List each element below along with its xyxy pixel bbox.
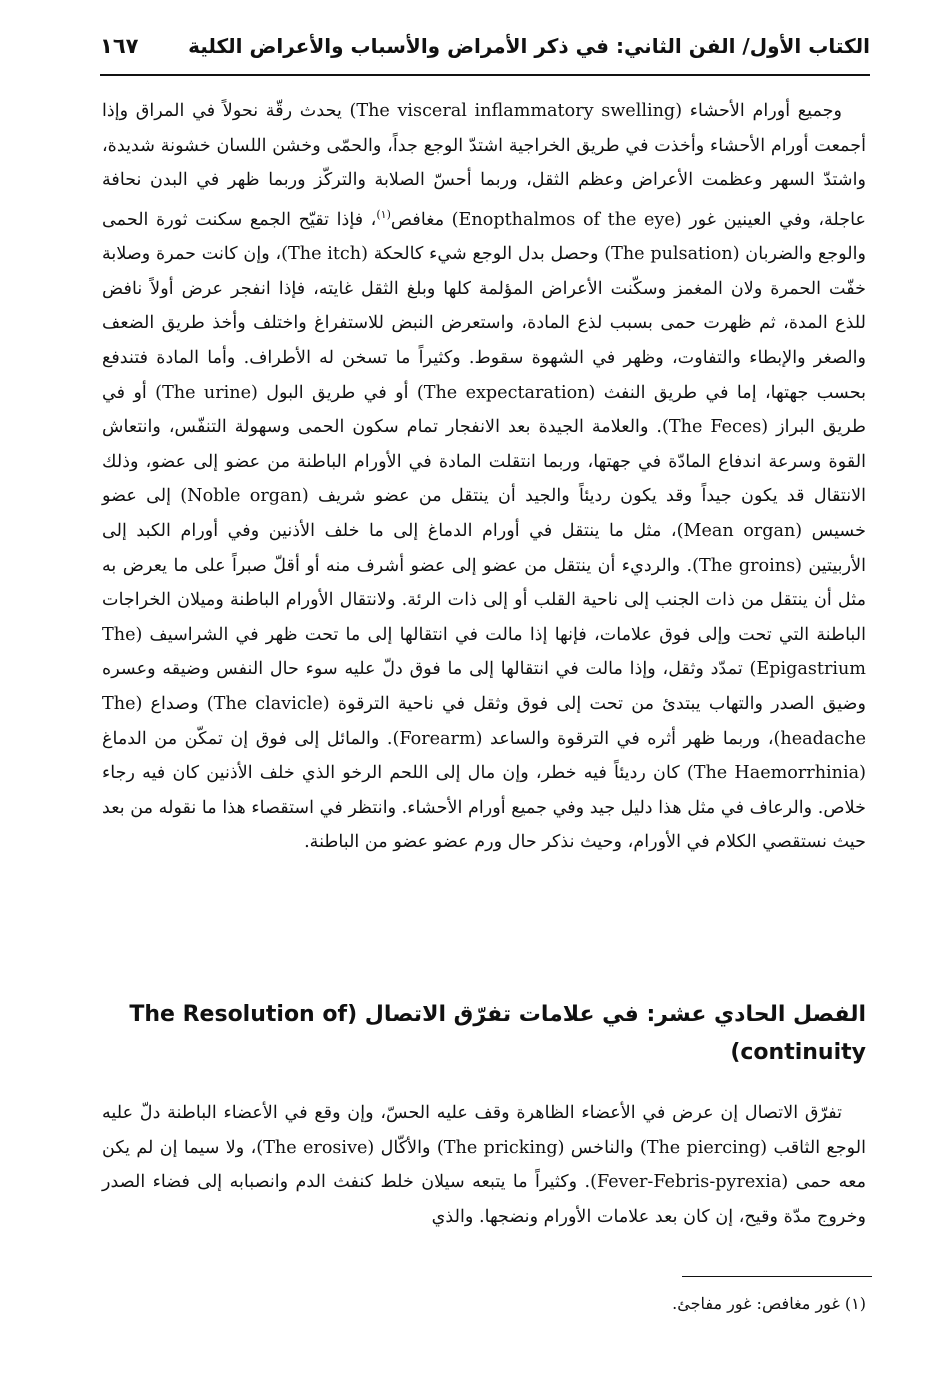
header-title: الكتاب الأول/ الفن الثاني: في ذكر الأمراض والأسباب والأعراض الكلية (188, 34, 870, 58)
paragraph-part-1: وجميع أورام الأحشاء (The visceral inflammatory swelling) يحدث رقّة نحولاً في المراق وإذا أجمعت أورام الأحشاء وأخذت في طريق الخراجية اشتدّ الوجع جداً، والحمّى وخشن اللسان خشونة شديدة، واشتدّ السهر وعظمت الأعراض وعظم الثقل، وربما أحسّ الصلابة والتركّز وربما ظهر في البدن نحافة عاجلة، وفي العينين غور (Enopthalmos of the eye) مغافص (102, 101, 866, 230)
footnote-marker: (١) (844, 1294, 866, 1313)
footnote-reference: (١) (376, 207, 391, 221)
header-divider (100, 74, 870, 76)
running-header (100, 30, 870, 70)
paragraph-visceral-swellings (102, 94, 866, 860)
footnote-text: غور مغافص: غور مفاجئ. (672, 1294, 840, 1313)
section-heading: الفصل الحادي عشر: في علامات تفرّق الاتصال (The Resolution of continuity) (129, 1002, 866, 1065)
main-text (102, 94, 866, 860)
footnote (300, 1290, 866, 1318)
page-number: ١٦٧ (100, 34, 139, 58)
paragraph-part-2: ، فإذا تقيّح الجمع سكنت ثورة الحمى والوجع والضربان (The pulsation) وحصل بدل الوجع شيء كالحكة (The itch)، وإن كانت حمرة وصلابة خفّت الحمرة ولان المغمز وسكّنت الأعراض المؤلمة كلها وبلغ الثقل غايته، فإذا انفجر عرض أولاً نافض للذع المدة، ثم ظهرت حمى بسبب لذع المادة، واستعرض النبض للاستفراغ واختلف وأخذ طريق الضعف والصغر والإبطاء والتفاوت، وظهر في الشهوة سقوط. وكثيراً ما تسخن له الأطراف. وأما المادة فتندفع بحسب جهتها، إما في طريق النفث (The expectaration) أو في طريق البول (The urine) أو في طريق البراز (The Feces). والعلامة الجيدة بعد الانفجار تمام سكون الحمى وسهولة التنفّس، وانتعاش القوة وسرعة اندفاع المادّة في جهتها، وربما انتقلت المادة في الأورام الباطنة من عضو إلى عضو، وذلك الانتقال قد يكون جيداً وقد يكون رديئاً والجيد أن ينتقل من عضو شريف (Noble organ) إلى عضو خسيس (Mean organ)، مثل ما ينتقل في أورام الدماغ إلى ما خلف الأذنين وفي أورام الكبد إلى الأربيتين (The groins). والرديء أن ينتقل من عضو إلى عضو أشرف منه أو أقلّ صبراً على ما يعرض به مثل أن ينتقل من ذات الجنب إلى ناحية القلب أو إلى ذات الرئة. ولانتقال الأورام الباطنة وميلان الخراجات الباطنة التي تحت وإلى فوق علامات، فإنها إذا مالت في انتقالها إلى ما تحت ظهر في الشراسيف (The Epigastrium) تمدّد وثقل، وإذا مالت في انتقالها إلى ما فوق دلّ عليه سوء حال النفس وضيقه وعسره وضيق الصدر والتهاب يبتدئ من تحت إلى فوق وثقل في ناحية الترقوة (The clavicle) وصداع (The headache)، وربما ظهر أثره في الترقوة والساعد (Forearm). والمائل إلى فوق إن تمكّن من الدماغ (The Haemorrhinia) كان رديئاً فيه خطر، وإن مال إلى اللحم الرخو الذي خلف الأذنين كان فيه رجاء خلاص. والرعاف في مثل هذا دليل جيد وفي جميع أورام الأحشاء. وانتظر في استقصاء هذا ما نقوله من بعد حيث نستقصي الكلام في الأورام، وحيث نذكر حال ورم عضو عضو من الباطنة. (102, 209, 867, 853)
section-text (102, 1096, 866, 1234)
paragraph-resolution-of-continuity: تفرّق الاتصال إن عرض في الأعضاء الظاهرة وقف عليه الحسّ، وإن وقع في الأعضاء الباطنة دلّ عليه الوجع الثاقب (The piercing) والناخس (The pricking) والأكّال (The erosive)، ولا سيما إن لم يكن معه حمى (Fever-Febris-pyrexia). وكثيراً ما يتبعه سيلان خلط كنفث الدم وانصبابه إلى فضاء الصدر وخروج مدّة وقيح، إن كان بعد علامات الأورام ونضجها. والذي (102, 1103, 866, 1227)
footnote-divider (682, 1276, 872, 1277)
